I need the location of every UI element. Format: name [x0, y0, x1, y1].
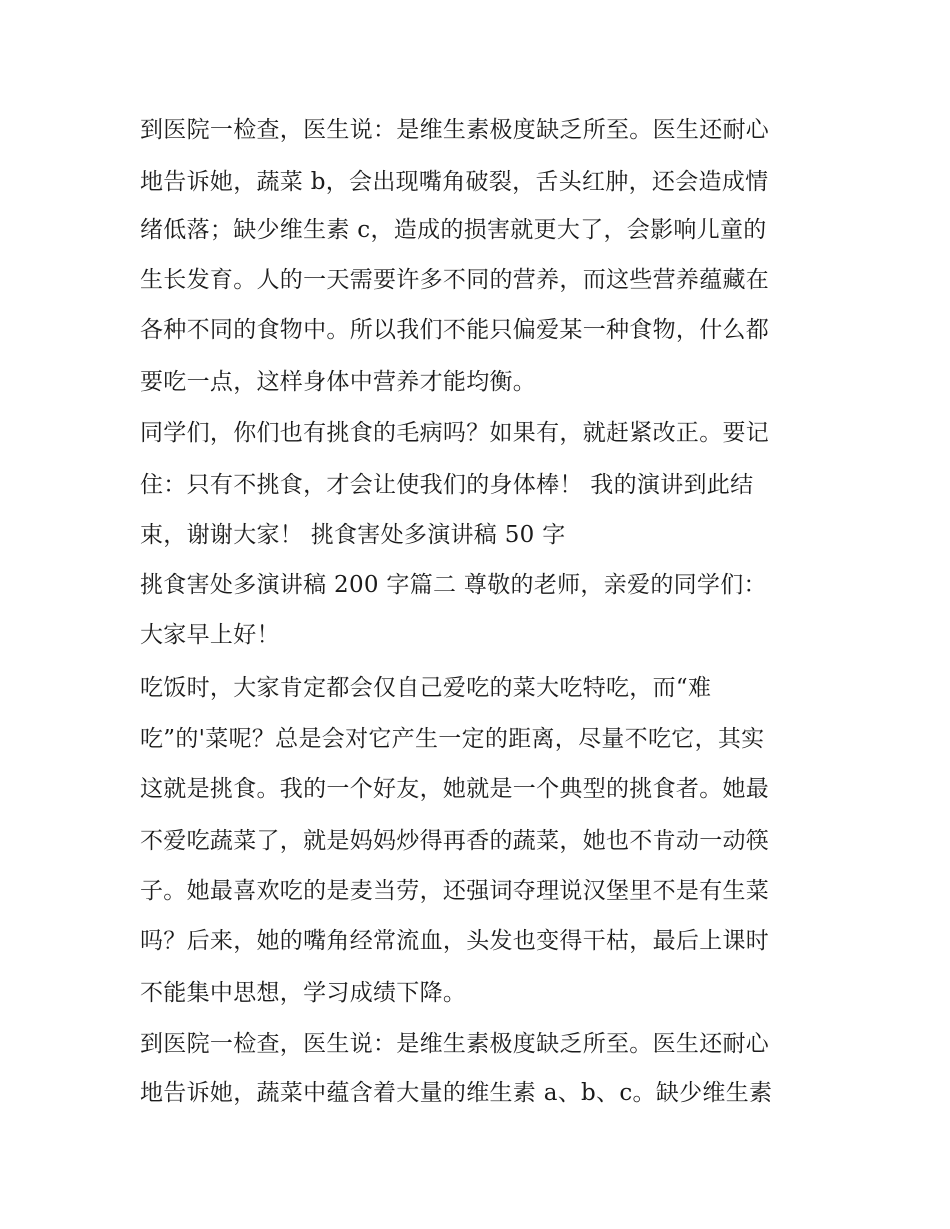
text-line: 大家早上好！ [140, 622, 280, 648]
text-line: 地告诉她，蔬菜中蕴含着大量的维生素 a、b、c。缺少维生素 [140, 1080, 773, 1106]
text-line: 各种不同的食物中。所以我们不能只偏爱某一种食物，什么都 [140, 317, 770, 343]
text-line: 要吃一点，这样身体中营养才能均衡。 [140, 369, 537, 395]
text-line: 束，谢谢大家！ 挑食害处多演讲稿 50 字 [140, 522, 566, 548]
text-line: 吗？后来，她的嘴角经常流血，头发也变得干枯，最后上课时 [140, 928, 770, 954]
text-line: 生长发育。人的一天需要许多不同的营养，而这些营养蕴藏在 [140, 267, 770, 293]
text-line: 不爱吃蔬菜了，就是妈妈炒得再香的蔬菜，她也不肯动一动筷 [140, 828, 770, 854]
text-line: 子。她最喜欢吃的是麦当劳，还强词夺理说汉堡里不是有生菜 [140, 878, 770, 904]
text-line: 到医院一检查，医生说：是维生素极度缺乏所至。医生还耐心 [140, 1031, 770, 1057]
text-line: 同学们，你们也有挑食的毛病吗？如果有，就赶紧改正。要记 [140, 420, 770, 446]
text-line: 吃”的'菜呢？总是会对它产生一定的距离，尽量不吃它，其实 [140, 726, 765, 752]
text-line: 吃饭时，大家肯定都会仅自己爱吃的菜大吃特吃，而“难 [140, 675, 712, 701]
text-line: 住：只有不挑食，才会让使我们的身体棒！ 我的演讲到此结 [140, 472, 754, 498]
text-line: 到医院一检查，医生说：是维生素极度缺乏所至。医生还耐心 [140, 117, 770, 143]
text-line: 挑食害处多演讲稿 200 字篇二 尊敬的老师，亲爱的同学们： [140, 572, 767, 598]
text-line: 这就是挑食。我的一个好友，她就是一个典型的挑食者。她最 [140, 776, 770, 802]
text-line: 不能集中思想，学习成绩下降。 [140, 980, 467, 1006]
text-line: 绪低落；缺少维生素 c，造成的损害就更大了，会影响儿童的 [140, 217, 767, 243]
text-line: 地告诉她，蔬菜 b，会出现嘴角破裂，舌头红肿，还会造成情 [140, 169, 769, 195]
